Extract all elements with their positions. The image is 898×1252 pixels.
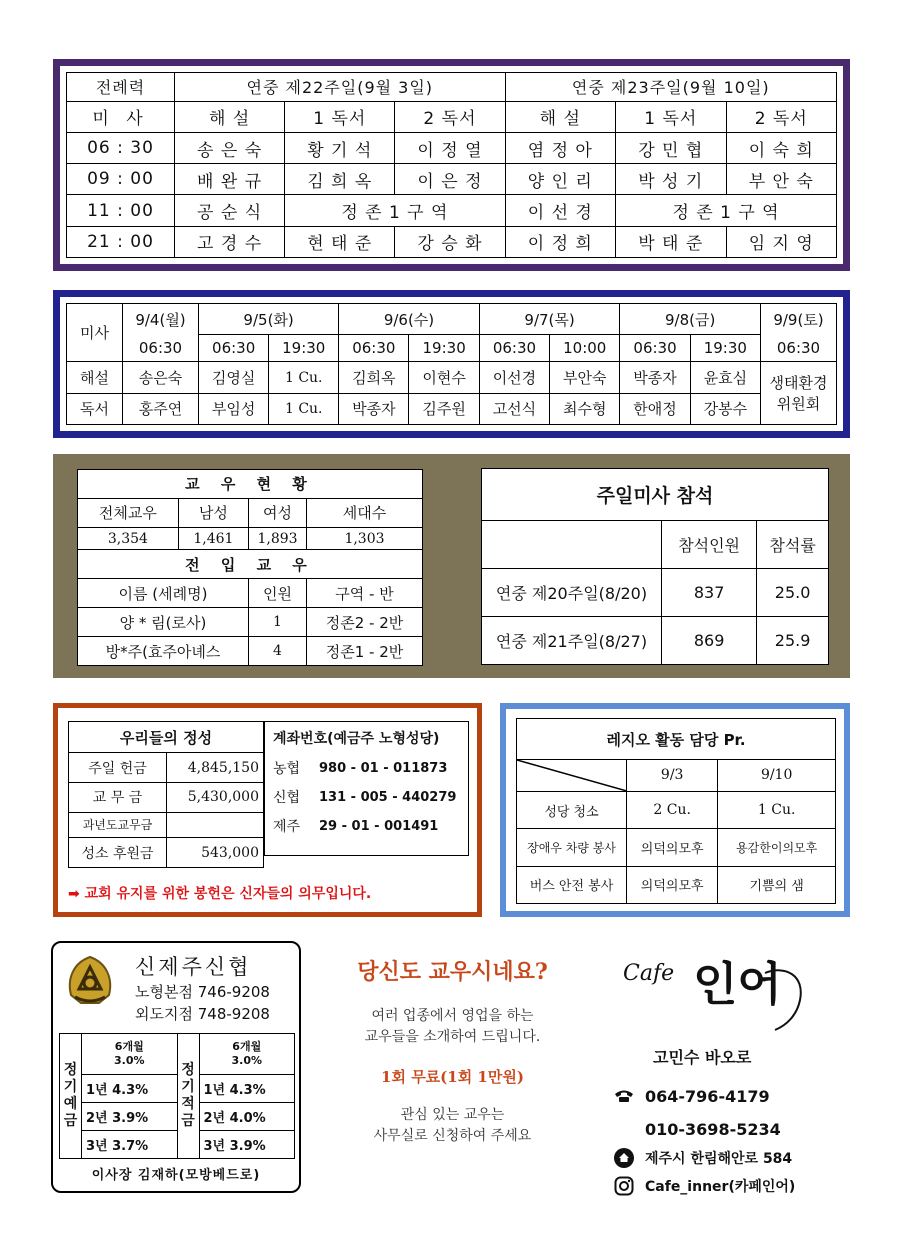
cafe-owner: 고민수 바오로 — [653, 1048, 752, 1067]
reader: 박 성 기 — [616, 164, 726, 195]
reader: 황 기 석 — [285, 133, 395, 164]
mass-time: 19:30 — [269, 335, 339, 362]
legio-title: 레지오 활동 담당 Pr. — [517, 719, 836, 760]
promo-headline: 당신도 교우시네요? — [357, 959, 548, 985]
commentator: 이 정 희 — [505, 226, 615, 257]
new-member-area: 정존2 - 2반 — [307, 608, 423, 637]
account-row — [273, 758, 468, 778]
savings-rate: 3년 3.9% — [199, 1130, 295, 1158]
attendance-rate: 25.0 — [757, 569, 829, 617]
attendance-rate: 25.9 — [757, 617, 829, 665]
legio-date: 9/10 — [718, 760, 836, 792]
commentator: 박종자 — [620, 362, 690, 393]
attendance-people: 869 — [662, 617, 757, 665]
table-row — [482, 569, 829, 617]
table-row — [482, 617, 829, 665]
offering-table — [68, 721, 264, 868]
branch-oedo: 외도지점 748-9208 — [135, 1005, 270, 1023]
table-row — [67, 133, 837, 164]
reader: 이 숙 희 — [726, 133, 837, 164]
table-row — [67, 393, 837, 424]
table-row — [67, 362, 837, 393]
weekday-liturgy-roster — [53, 290, 850, 438]
attendance-table — [481, 468, 829, 665]
table-row — [67, 226, 837, 257]
date-mon: 9/4(월) — [123, 304, 199, 335]
reader: 박종자 — [339, 393, 409, 424]
header-reading1: 1 독서 — [285, 101, 395, 132]
legio-table — [516, 718, 836, 904]
members-attendance-section — [53, 454, 850, 678]
commentator: 염 정 아 — [505, 133, 615, 164]
deposit-rate: 2년 3.9% — [82, 1102, 178, 1130]
commentator: 김영실 — [199, 362, 269, 393]
mass-time: 19:30 — [409, 335, 479, 362]
savings-6m: 6개월 3.0% — [199, 1034, 295, 1075]
savings-rate: 1년 4.3% — [199, 1074, 295, 1102]
female-members: 1,893 — [249, 527, 307, 549]
mass-time: 11 : 00 — [67, 195, 175, 226]
deposit-rate: 1년 4.3% — [82, 1074, 178, 1102]
header-mass: 미사 — [67, 304, 123, 362]
cafe-logo-name: 인어 — [693, 957, 782, 1011]
duty-group: 용감한이의모후 — [718, 829, 836, 866]
reader: 김 희 옥 — [285, 164, 395, 195]
reader: 고선식 — [479, 393, 549, 424]
legio-date: 9/3 — [627, 760, 718, 792]
account-row — [273, 787, 468, 807]
header-household: 세대수 — [307, 498, 423, 527]
mass-time: 21 : 00 — [67, 226, 175, 257]
new-member-name: 양 * 림(로사) — [78, 608, 249, 637]
commentator: 이현수 — [409, 362, 479, 393]
cafe-logo-word: Cafe — [623, 961, 675, 986]
cafe-instagram: Cafe_inner(카페인어) — [645, 1179, 796, 1195]
total-members: 3,354 — [78, 527, 179, 549]
table-row — [78, 608, 423, 637]
offering-notice: ➡ 교회 유지를 위한 봉헌은 신자들의 의무입니다. — [68, 886, 372, 902]
commentator: 이 선 경 — [505, 195, 615, 226]
promo-line1: 여러 업종에서 영업을 하는 — [371, 1008, 534, 1024]
bank-accounts — [264, 721, 469, 856]
bank-name: 농협 — [273, 761, 301, 777]
reader: 이 은 정 — [395, 164, 505, 195]
header-blank — [482, 521, 662, 569]
offering-title: 우리들의 정성 — [69, 722, 264, 753]
business-promo — [320, 955, 585, 1185]
members-table — [77, 469, 423, 666]
commentator: 배 완 규 — [175, 164, 285, 195]
saturday-group — [761, 362, 837, 425]
header-week22: 연중 제22주일(9월 3일) — [175, 73, 506, 102]
commentator: 부안숙 — [550, 362, 620, 393]
reader-group: 정 존 1 구 역 — [616, 195, 837, 226]
mass-time: 06 : 30 — [67, 133, 175, 164]
saturday-group-line1: 생태환경 — [769, 374, 828, 393]
rates-table — [59, 1033, 295, 1159]
table-row — [67, 195, 837, 226]
legio-duty — [516, 718, 836, 904]
new-member-area: 정존1 - 2반 — [307, 637, 423, 666]
interest-rates — [59, 1033, 295, 1159]
header-comment: 해 설 — [175, 101, 285, 132]
new-member-count: 4 — [249, 637, 307, 666]
duty-group: 의덕의모후 — [627, 829, 718, 866]
sunday-attendance — [481, 468, 829, 665]
date-wed: 9/6(수) — [339, 304, 480, 335]
table-row — [67, 164, 837, 195]
header-female: 여성 — [249, 498, 307, 527]
commentator: 공 순 식 — [175, 195, 285, 226]
table-row — [78, 637, 423, 666]
credit-union-ad — [51, 941, 301, 1193]
attendance-week: 연중 제20주일(8/20) — [482, 569, 662, 617]
reader: 강 승 화 — [395, 226, 505, 257]
promo-line4: 사무실로 신청하여 주세요 — [373, 1128, 532, 1144]
reader: 강봉수 — [690, 393, 760, 424]
mass-time: 09 : 00 — [67, 164, 175, 195]
commentator: 고 경 수 — [175, 226, 285, 257]
offering-amount: 4,845,150 — [167, 753, 264, 783]
offering-label: 주일 헌금 — [69, 753, 167, 783]
offering-totals — [68, 721, 264, 868]
account-title: 계좌번호(예금주 노형성당) — [273, 731, 440, 747]
reader-group: 정 존 1 구 역 — [285, 195, 505, 226]
reader: 한애정 — [620, 393, 690, 424]
members-status — [77, 469, 423, 666]
header-comment: 해설 — [67, 362, 123, 393]
account-row — [273, 816, 468, 836]
date-tue: 9/5(화) — [199, 304, 339, 335]
weekday-liturgy-table — [66, 303, 837, 425]
mass-time: 06:30 — [620, 335, 690, 362]
table-row — [69, 753, 264, 783]
duty-group: 의덕의모후 — [627, 866, 718, 903]
date-thu: 9/7(목) — [479, 304, 620, 335]
commentator: 윤효심 — [690, 362, 760, 393]
promo-price: 1회 무료(1회 1만원) — [381, 1068, 524, 1086]
reader: 현 태 준 — [285, 226, 395, 257]
mass-time: 06:30 — [479, 335, 549, 362]
header-people: 참석인원 — [662, 521, 757, 569]
duty-label: 버스 안전 봉사 — [517, 866, 627, 903]
savings-label: 정 기 적 금 — [177, 1034, 199, 1159]
promo-line2: 교우들을 소개하여 드립니다. — [364, 1029, 541, 1045]
offering-amount: 543,000 — [167, 838, 264, 868]
header-total: 전체교우 — [78, 498, 179, 527]
header-week23: 연중 제23주일(9월 10일) — [505, 73, 836, 102]
deposit-6m: 6개월 3.0% — [82, 1034, 178, 1075]
offering-amount: 5,430,000 — [167, 782, 264, 812]
attendance-title: 주일미사 참석 — [482, 469, 829, 521]
chairman: 이사장 김재하(모방베드로) — [91, 1168, 261, 1183]
duty-label: 장애우 차량 봉사 — [517, 829, 627, 866]
mass-time: 10:00 — [550, 335, 620, 362]
attendance-week: 연중 제21주일(8/27) — [482, 617, 662, 665]
account-number: 29 - 01 - 001491 — [319, 818, 439, 834]
offering-amount — [167, 812, 264, 838]
cafe-address-line — [613, 1147, 792, 1169]
table-row — [517, 866, 836, 903]
deposit-label: 정 기 예 금 — [60, 1034, 82, 1159]
header-area: 구역 - 반 — [307, 579, 423, 608]
reader: 1 Cu. — [269, 393, 339, 424]
account-number: 131 - 005 - 440279 — [319, 789, 457, 805]
duty-group: 기쁨의 샘 — [718, 866, 836, 903]
commentator: 김희옥 — [339, 362, 409, 393]
household-count: 1,303 — [307, 527, 423, 549]
new-member-name: 방*주(효주아녜스 — [78, 637, 249, 666]
branch-main: 노형본점 746-9208 — [135, 983, 270, 1001]
reader: 박 태 준 — [616, 226, 726, 257]
offering-label: 과년도교무금 — [69, 812, 167, 838]
new-members-title: 전 입 교 우 — [78, 550, 423, 579]
instagram-icon — [613, 1175, 635, 1197]
header-reading2: 2 독서 — [726, 101, 837, 132]
table-row — [69, 838, 264, 868]
home-icon — [613, 1147, 635, 1169]
header-rate: 참석률 — [757, 521, 829, 569]
legio-section — [500, 703, 850, 917]
savings-rate: 2년 4.0% — [199, 1102, 295, 1130]
diagonal-header — [517, 760, 627, 792]
sunday-liturgy-table — [66, 72, 837, 258]
promo-line3: 관심 있는 교우는 — [400, 1107, 505, 1123]
commentator: 양 인 리 — [505, 164, 615, 195]
reader: 홍주연 — [123, 393, 199, 424]
commentator: 송 은 숙 — [175, 133, 285, 164]
reader: 이 정 열 — [395, 133, 505, 164]
commentator: 송은숙 — [123, 362, 199, 393]
mass-time: 06:30 — [199, 335, 269, 362]
cafe-instagram-line — [613, 1175, 795, 1197]
members-title: 교 우 현 황 — [78, 470, 423, 499]
reader: 최수형 — [550, 393, 620, 424]
mass-time: 06:30 — [761, 335, 837, 362]
header-calendar: 전례력 — [67, 73, 175, 102]
mass-time: 19:30 — [690, 335, 760, 362]
saturday-group-line2: 위원회 — [776, 395, 821, 414]
header-count: 인원 — [249, 579, 307, 608]
header-reading: 독서 — [67, 393, 123, 424]
table-row — [69, 812, 264, 838]
cafe-phone: 064-796-4179 — [645, 1086, 770, 1106]
diagonal-line — [517, 760, 626, 791]
reader: 김주원 — [409, 393, 479, 424]
date-sat: 9/9(토) — [761, 304, 837, 335]
credit-union-logo-icon — [63, 953, 117, 1009]
sunday-liturgy-roster — [53, 59, 850, 271]
header-name: 이름 (세례명) — [78, 579, 249, 608]
cafe-logo — [615, 945, 835, 1035]
mass-time: 06:30 — [339, 335, 409, 362]
header-comment: 해 설 — [505, 101, 615, 132]
credit-union-name: 신제주신협 — [135, 955, 252, 979]
bank-name: 신협 — [273, 790, 301, 806]
header-reading1: 1 독서 — [616, 101, 726, 132]
offering-section — [53, 703, 482, 917]
offering-label: 교 무 금 — [69, 782, 167, 812]
reader: 부 안 숙 — [726, 164, 837, 195]
account-number: 980 - 01 - 011873 — [319, 760, 448, 776]
reader: 강 민 협 — [616, 133, 726, 164]
duty-label: 성당 청소 — [517, 791, 627, 828]
male-members: 1,461 — [178, 527, 248, 549]
cafe-ad — [605, 945, 855, 1200]
reader: 부임성 — [199, 393, 269, 424]
header-reading2: 2 독서 — [395, 101, 505, 132]
commentator: 1 Cu. — [269, 362, 339, 393]
cafe-mobile: 010-3698-5234 — [645, 1120, 781, 1139]
date-fri: 9/8(금) — [620, 304, 761, 335]
cafe-address: 제주시 한림해안로 584 — [645, 1151, 793, 1167]
cafe-phone-line — [613, 1085, 770, 1107]
duty-group: 1 Cu. — [718, 791, 836, 828]
deposit-rate: 3년 3.7% — [82, 1130, 178, 1158]
header-male: 남성 — [178, 498, 248, 527]
attendance-people: 837 — [662, 569, 757, 617]
offering-label: 성소 후원금 — [69, 838, 167, 868]
duty-group: 2 Cu. — [627, 791, 718, 828]
mass-time: 06:30 — [123, 335, 199, 362]
new-member-count: 1 — [249, 608, 307, 637]
header-mass: 미 사 — [67, 101, 175, 132]
bank-name: 제주 — [273, 819, 301, 835]
table-row — [517, 791, 836, 828]
table-row — [517, 829, 836, 866]
commentator: 이선경 — [479, 362, 549, 393]
table-row — [69, 782, 264, 812]
phone-icon — [613, 1085, 635, 1107]
reader: 임 지 영 — [726, 226, 837, 257]
